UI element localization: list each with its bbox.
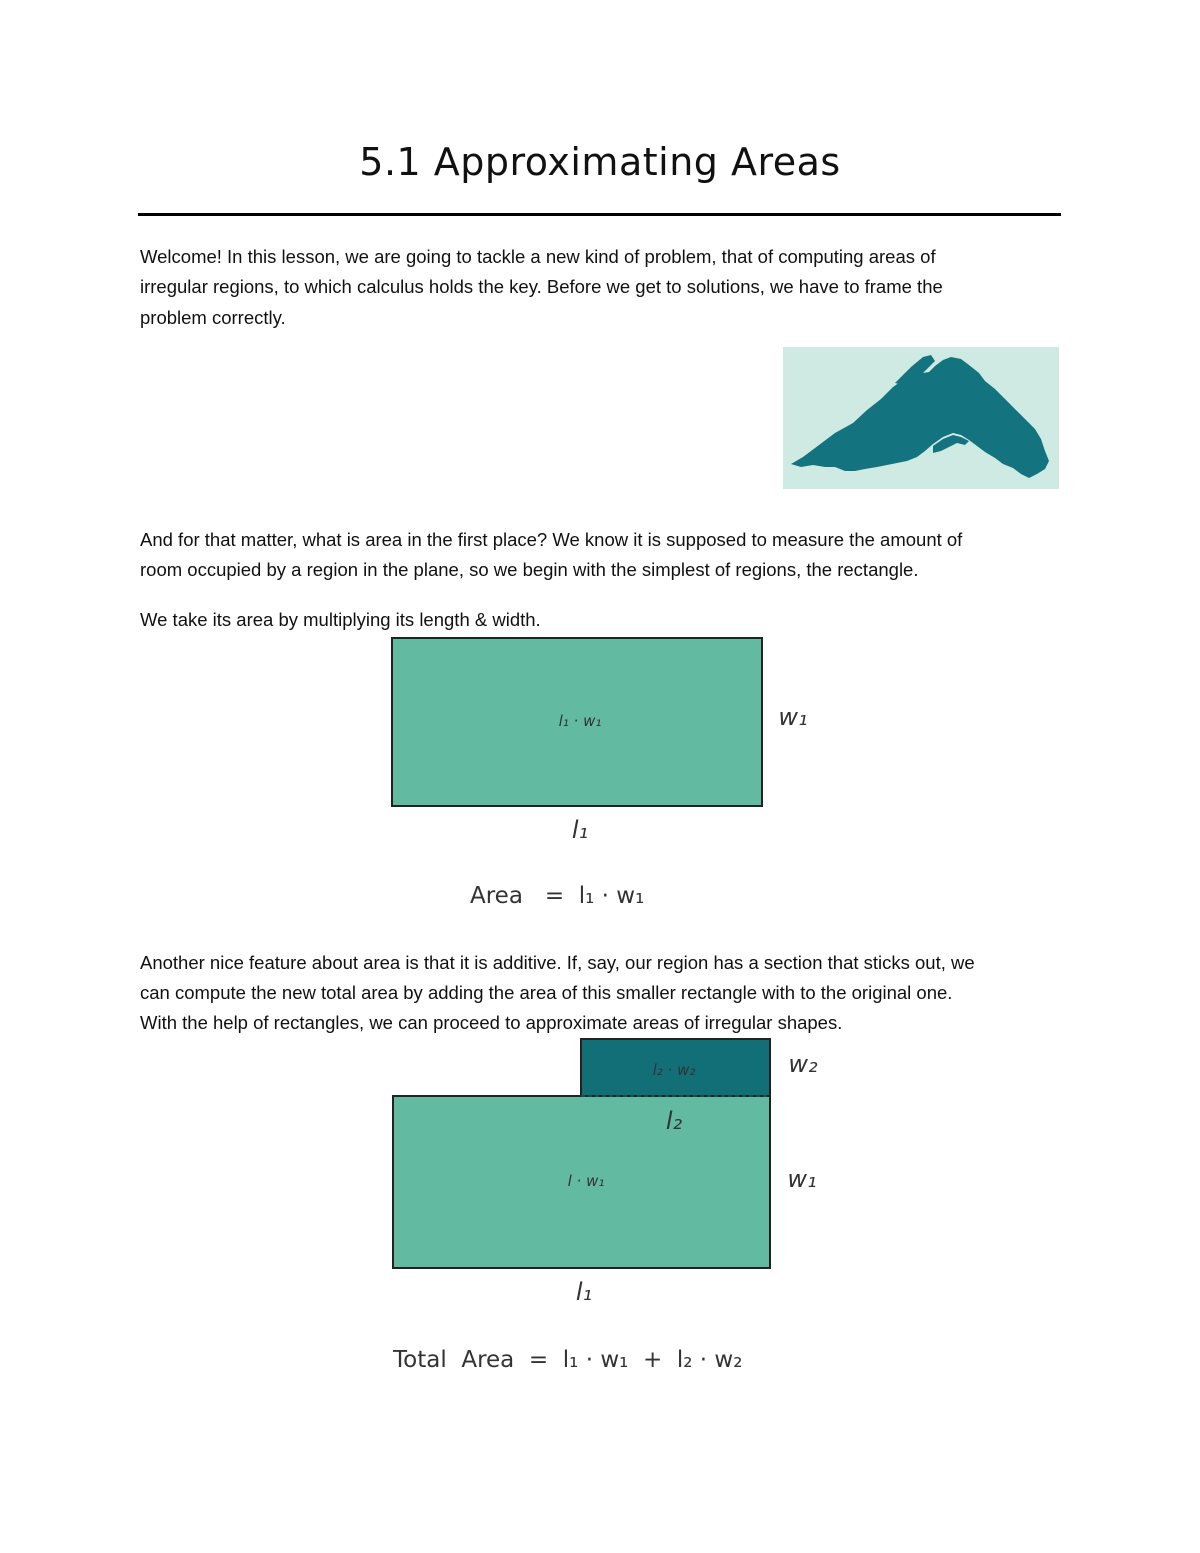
rect2-width-label: w₂ — [788, 1050, 818, 1078]
rect-line-1: We take its area by multiplying its length & width. — [140, 609, 541, 630]
additive-line-2: can compute the new total area by adding the area of this smaller rectangle with to the original one. — [140, 982, 953, 1003]
figure-combined-rectangles — [380, 1036, 830, 1386]
additive-line-1: Another nice feature about area is that it is additive. If, say, our region has a section that sticks out, we — [140, 952, 975, 973]
intro-line-1: Welcome! In this lesson, we are going to tackle a new kind of problem, that of computing areas of — [140, 246, 936, 267]
rect1-inner-label: l₁ · w₁ — [558, 712, 602, 730]
rect1-length-label: l₁ — [571, 816, 589, 844]
lake-superior-image — [783, 347, 1059, 489]
total-area-equation: Total Area = l₁ · w₁ + l₂ · w₂ — [393, 1347, 743, 1373]
area-line-2: room occupied by a region in the plane, so we begin with the simplest of regions, the rectangle. — [140, 559, 919, 580]
area-equation: Area = l₁ · w₁ — [470, 883, 645, 909]
area-line-1: And for that matter, what is area in the first place? We know it is supposed to measure the amount of — [140, 529, 963, 550]
rect1-base-width-label: w₁ — [787, 1165, 817, 1193]
additive-line-3: With the help of rectangles, we can proceed to approximate areas of irregular shapes. — [140, 1012, 843, 1033]
rect1-base-length-label: l₁ — [575, 1278, 593, 1306]
intro-line-3: problem correctly. — [140, 307, 286, 328]
page-title: 5.1 Approximating Areas — [359, 140, 841, 184]
rect1-width-label: w₁ — [778, 703, 808, 731]
rect1-base-inner-label: l · w₁ — [567, 1172, 605, 1190]
rect2-inner-label: l₂ · w₂ — [652, 1061, 696, 1079]
intro-line-2: irregular regions, to which calculus holds the key. Before we get to solutions, we have to frame the — [140, 276, 943, 297]
title-rule — [138, 213, 1061, 216]
figure-single-rectangle — [380, 632, 820, 917]
rect2-length-label: l₂ — [665, 1107, 683, 1135]
